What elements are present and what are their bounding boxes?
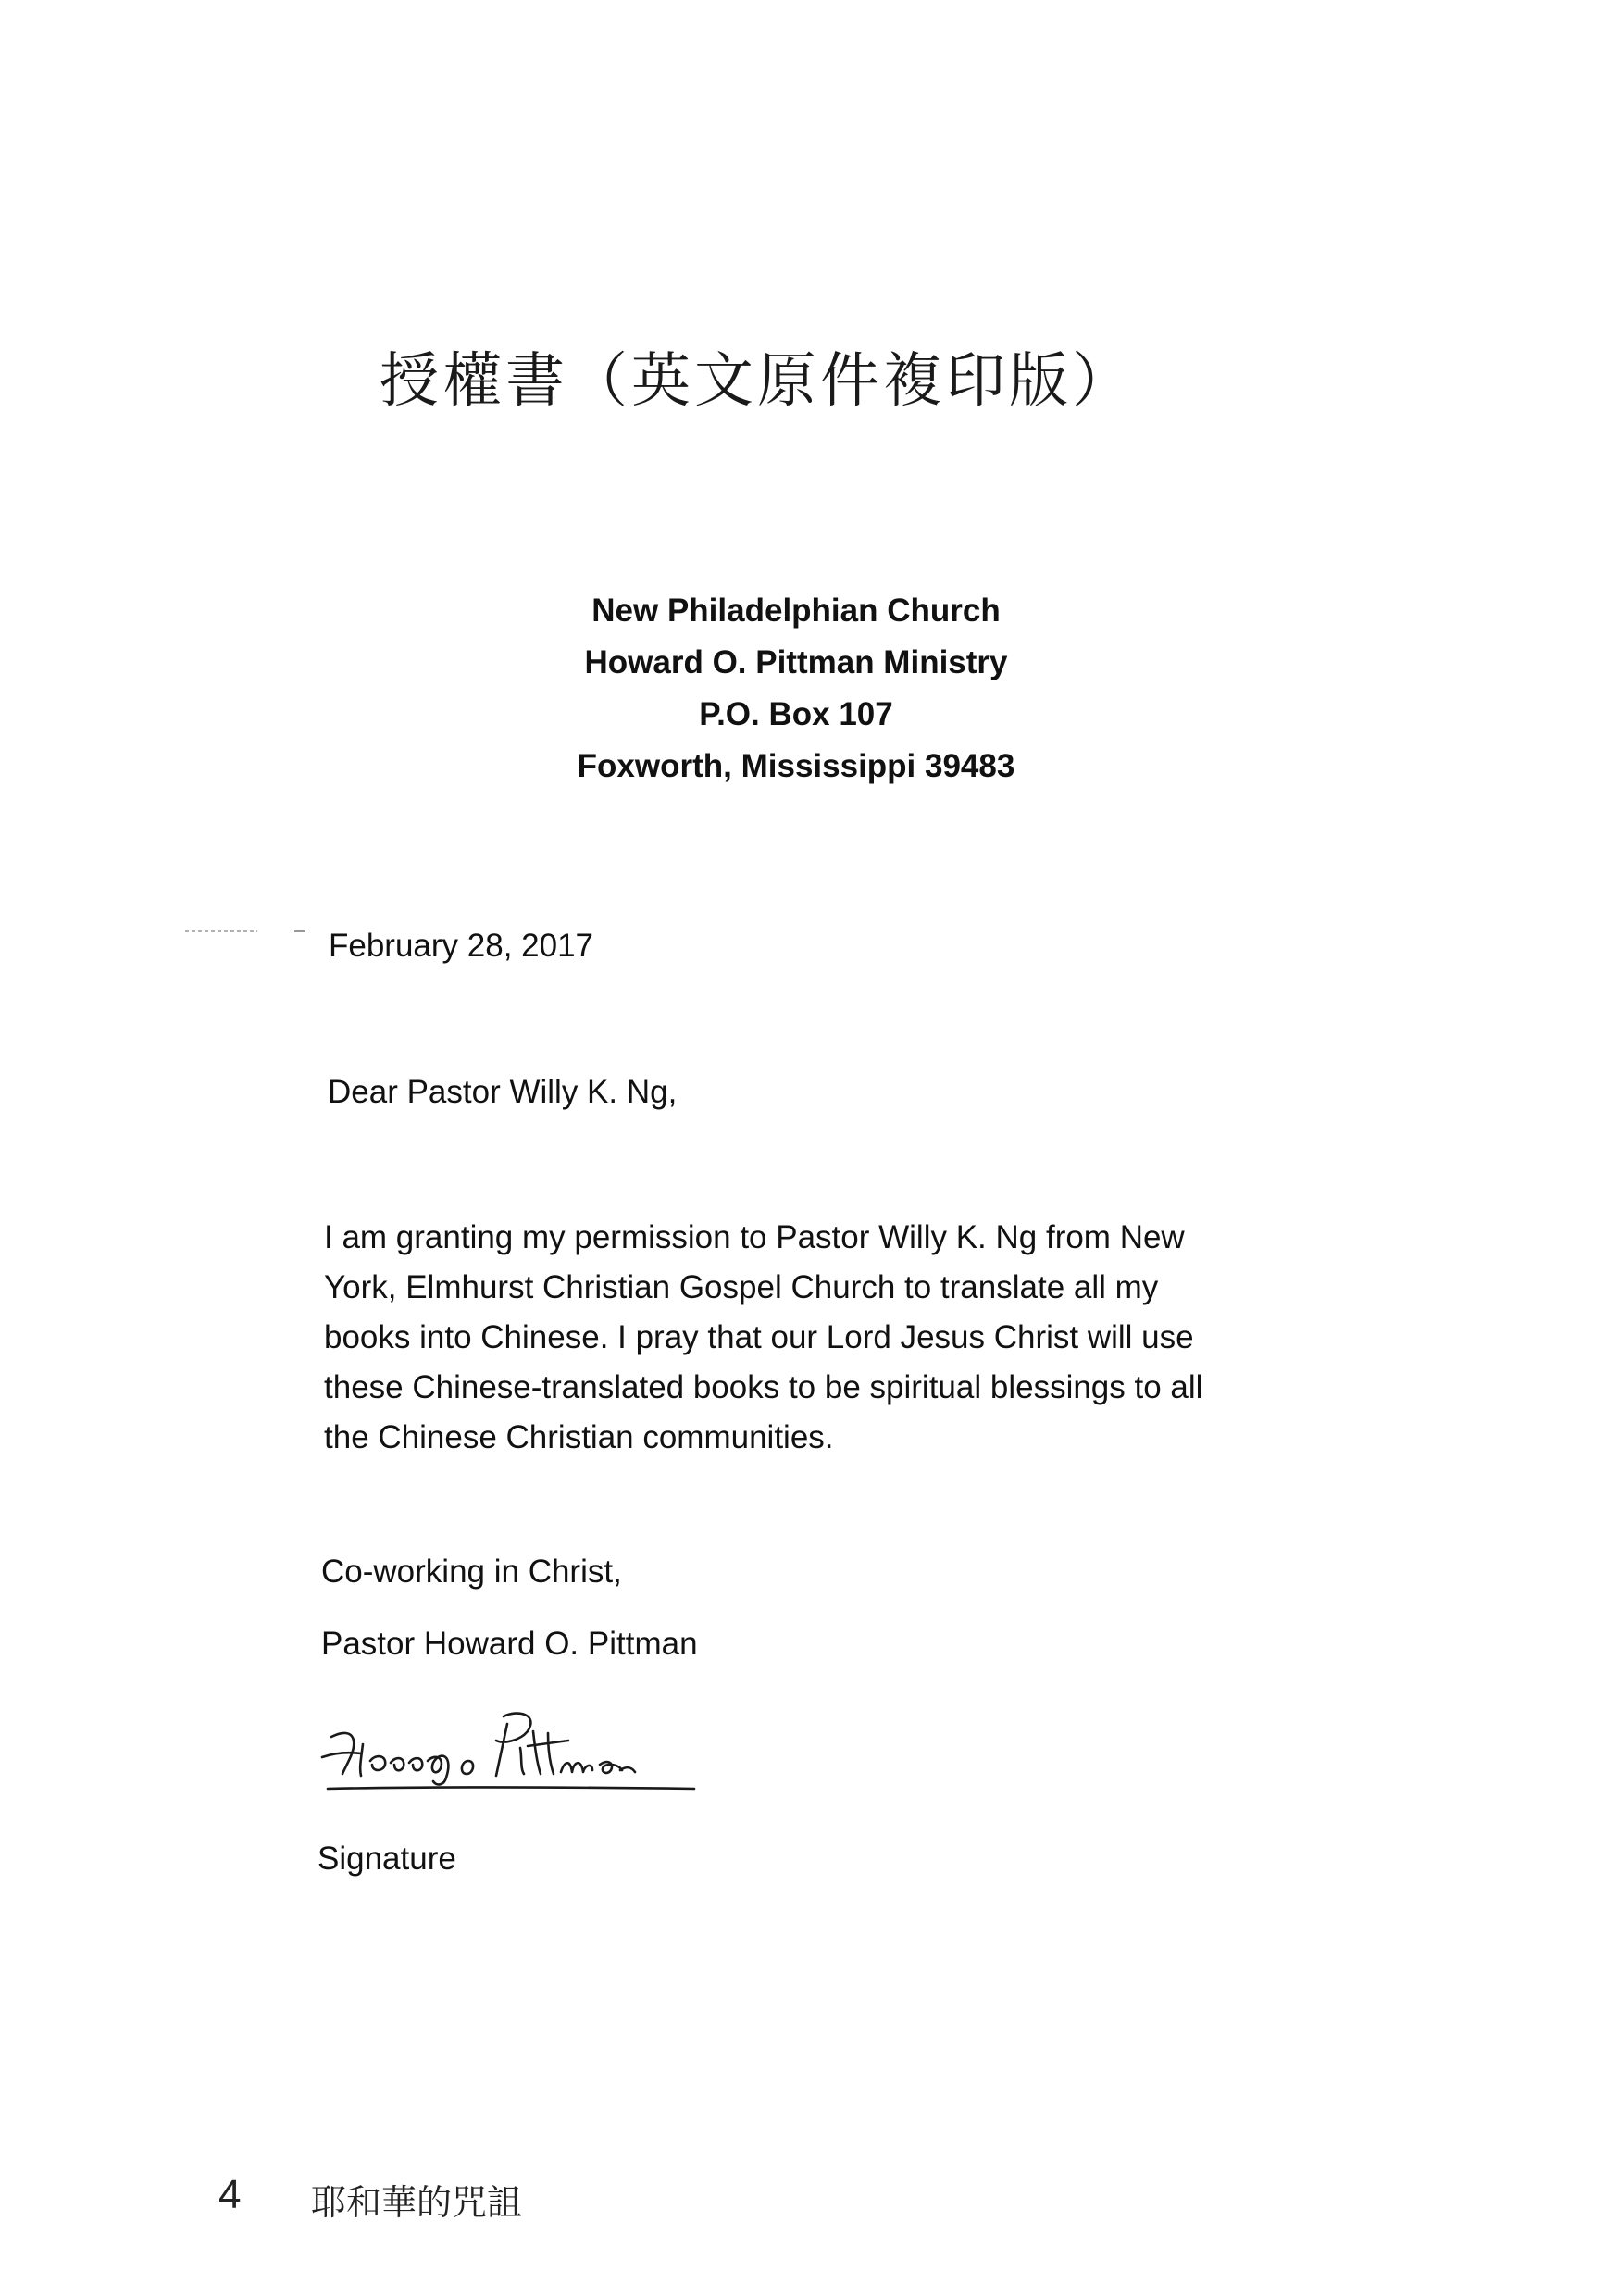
body-line: York, Elmhurst Christian Gospel Church to translate all my xyxy=(324,1269,1159,1305)
signer-name: Pastor Howard O. Pittman xyxy=(321,1626,698,1662)
body-line: these Chinese-translated books to be spiritual blessings to all xyxy=(324,1369,1203,1405)
letter-date: February 28, 2017 xyxy=(329,928,594,964)
body-line: I am granting my permission to Pastor Willy K. Ng from New xyxy=(324,1219,1185,1255)
letterhead-po-box: P.O. Box 107 xyxy=(699,696,893,732)
body-line: the Chinese Christian communities. xyxy=(324,1419,834,1455)
letter-body xyxy=(324,1213,1231,1463)
footer-book-title: 耶和華的咒詛 xyxy=(311,2182,523,2223)
letter-closing: Co-working in Christ, xyxy=(321,1554,622,1590)
page-title: 授權書（英文原件複印版） xyxy=(380,347,1135,416)
signature-label: Signature xyxy=(317,1841,456,1877)
letterhead xyxy=(463,585,1129,792)
letterhead-church-name: New Philadelphian Church xyxy=(591,593,1001,629)
page-number: 4 xyxy=(218,2172,242,2217)
salutation: Dear Pastor Willy K. Ng, xyxy=(328,1074,678,1110)
handwritten-signature xyxy=(305,1703,713,1815)
scan-artifact-mark xyxy=(185,929,305,934)
body-line: books into Chinese. I pray that our Lord Jesus Christ will use xyxy=(324,1319,1194,1355)
letterhead-city-state-zip: Foxworth, Mississippi 39483 xyxy=(577,748,1015,784)
letterhead-ministry-name: Howard O. Pittman Ministry xyxy=(584,644,1008,680)
